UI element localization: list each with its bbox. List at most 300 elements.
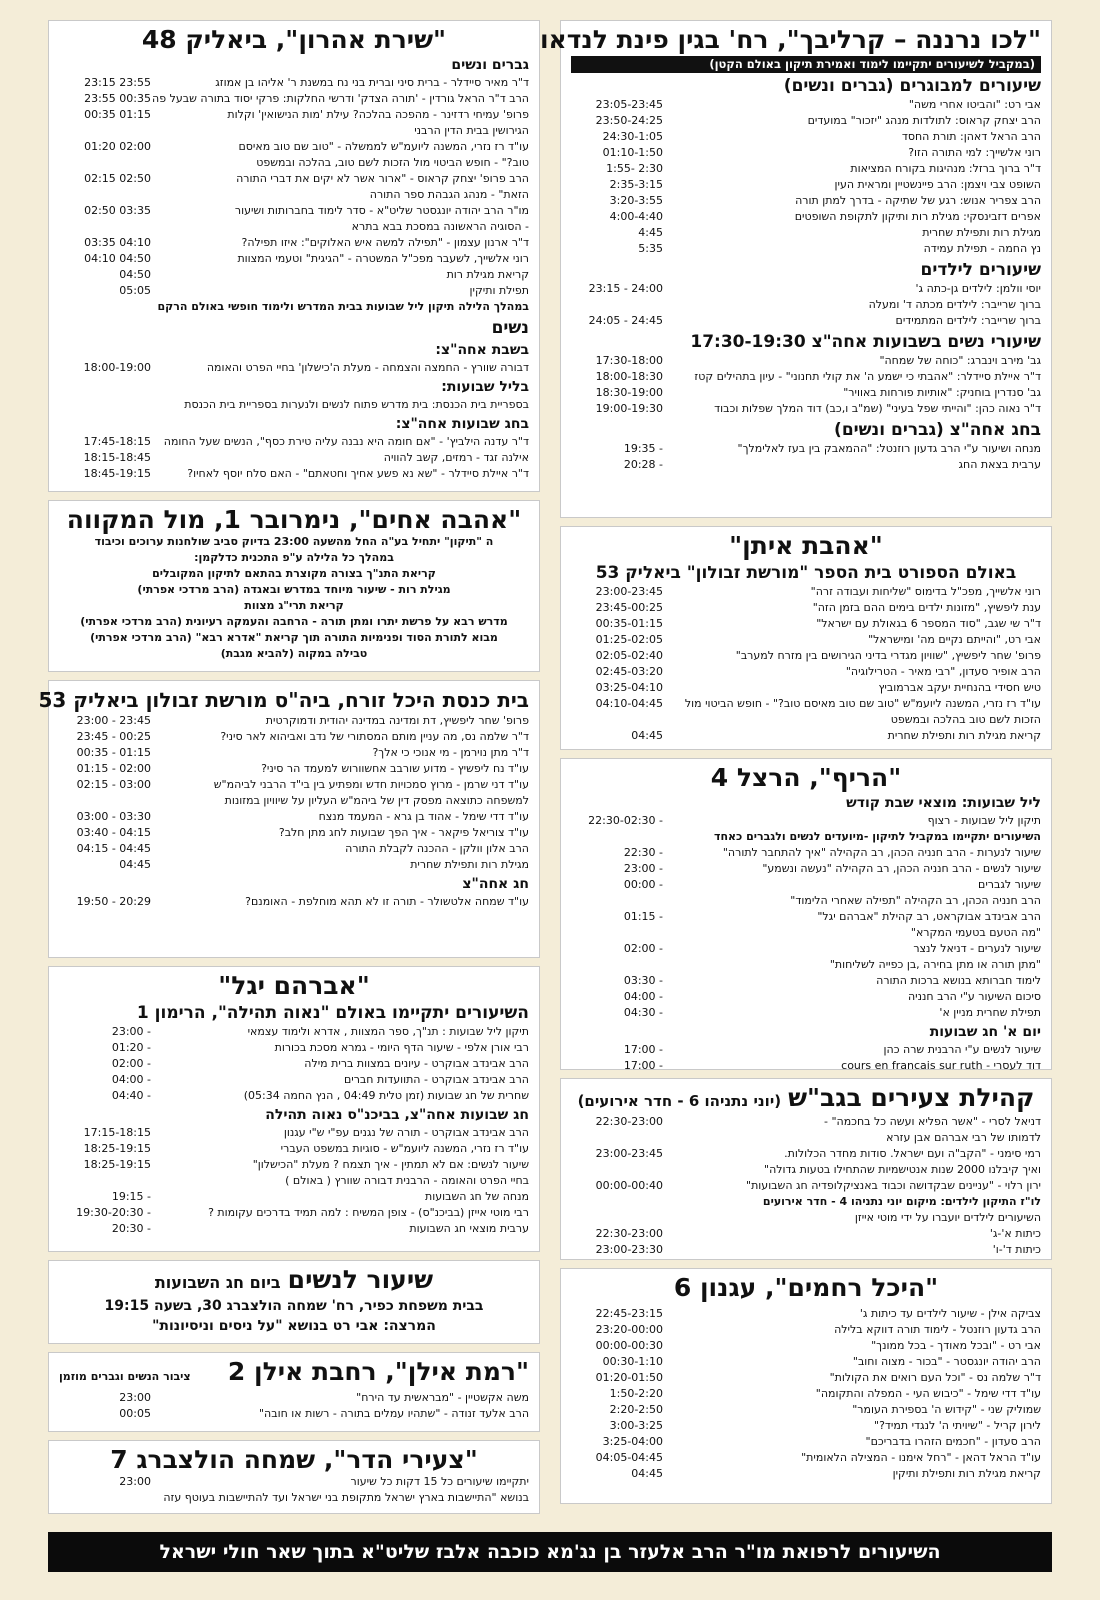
row-time: 01:20-01:50 — [595, 1371, 663, 1384]
row-text: ד"ר מתן נוירמן - מי אנוכי כי אלך? — [372, 746, 529, 759]
row-text: הרב הראל דאהן: תורת החסד — [901, 130, 1041, 143]
row-text: יתקיימו שיעורים כל 15 דקות כל שיעור — [350, 1475, 529, 1488]
row-text: תיקון ליל שבועות - רצוף — [927, 814, 1041, 827]
row-text: הרב יהודה יונגסטר - "בכור - מצוה וחוב" — [852, 1355, 1041, 1368]
avraham-subtitle: השיעורים יתקיימו באולם "נאוה תהילה", הרימון 1 — [136, 1003, 529, 1023]
row-text: ד"ר ברוך ברזל: מנהיגות בקורח המציאות — [850, 162, 1041, 175]
schedule-row — [59, 793, 529, 809]
row-time: 04:00 - — [623, 990, 663, 1003]
row-time — [571, 957, 663, 973]
row-text: רבי אורן אלפי - שיעור הדף היומי - גמרא מסכת בכורות — [274, 1041, 529, 1054]
row-time: 24:30-1:05 — [602, 130, 663, 143]
schedule-row — [571, 664, 1041, 680]
heichal-list — [571, 1306, 1041, 1482]
box-tzeirei-hadar — [48, 1440, 540, 1514]
schedule-row — [571, 877, 1041, 893]
row-text: עו"ד הראל דהאן - "רחל אימנו - המצילה הלאומית" — [801, 1451, 1041, 1464]
schedule-row — [571, 861, 1041, 877]
row-text: בחיי הפרט והאומה - הרבנית דבורה שוורץ ( באולם ) — [285, 1174, 529, 1187]
row-text: הרב חנניה הכהן, רב הקהילה "תפילה שאחרי הלימוד" — [790, 894, 1041, 907]
row-text: תפילת ותיקין — [469, 284, 529, 297]
ramat-title: "רמת אילן", רחבת אילן 2 — [227, 1357, 529, 1386]
row-time: 18:25-19:15 — [83, 1142, 151, 1155]
row-time: 22:30-23:00 — [595, 1115, 663, 1128]
row-text: עו"ד רז נזרי, המשנה ליועמ"ש לממשלה - "טוב שם טוב מאיסם — [238, 140, 529, 153]
schedule-row — [571, 129, 1041, 145]
schedule-row — [59, 434, 529, 450]
schedule-row — [59, 1189, 529, 1205]
women-lesson-line-1: בבית משפחת כפיר, רח' שמחה הולצברג 30, בשעה 19:15 — [104, 1298, 484, 1314]
row-text: "מתן תורה או מתן בחירה ,בן כפייה לשליחות" — [829, 958, 1041, 971]
row-time: 3:25-04:00 — [602, 1435, 663, 1448]
row-text: הרב אבינדב אבוקרט - עיונים במצוות ברית מילה — [304, 1057, 529, 1070]
schedule-row — [59, 466, 529, 482]
footer-dedication: השיעורים לרפואת מו"ר הרב אלעזר בן נג'מא כוכבה אלבז שליט"א בתוך שאר חולי ישראל — [48, 1532, 1052, 1572]
row-time: 23:00 — [119, 1391, 151, 1404]
row-time — [59, 1173, 151, 1189]
ramat-side-note: ציבור הנשים וגברים מוזמן — [59, 1370, 191, 1383]
row-time: 04:50 — [119, 268, 151, 281]
schedule-row — [571, 97, 1041, 113]
row-text: מו"ר הרב יהודה יונגסטר שליט"א - סדר לימוד בחברותות ושיעור — [234, 204, 529, 217]
schedule-row — [571, 313, 1041, 329]
avraham-holiday-heading: חג שבועות אחה"צ, בביכנ"ס נאוה תהילה — [265, 1107, 529, 1123]
schedule-row — [59, 894, 529, 910]
row-text: הרב אופיר סעדון, "רבי מאיר - הטרילוגיה" — [845, 665, 1041, 678]
schedule-row — [571, 1402, 1041, 1418]
schedule-row — [571, 1306, 1041, 1322]
schedule-row — [59, 171, 529, 187]
row-text: ד"ר עדנה הילביץ' - "אם חומה היא נבנה עליה טירת כסף", הנשים שעל החומה — [163, 435, 529, 448]
schedule-row — [571, 973, 1041, 989]
row-time: 3:00-3:25 — [609, 1419, 663, 1432]
tzeirim-kids-list — [571, 1226, 1041, 1258]
row-time — [571, 1130, 663, 1146]
row-text: פרופ' שחר ליפשיץ, "שוויון מגדרי בדיני הגירושים בין מזרח למערב" — [735, 649, 1041, 662]
row-text: השופט צבי ויצמן: הרב פיינשטיין ומראית העין — [834, 178, 1041, 191]
program-line: מבוא לתורת הסוד ופנימיות התורה תוך קריאת "אדרא רבא" (הרב מרדכי אפרתי) — [90, 631, 498, 644]
schedule-row — [571, 1114, 1041, 1130]
schedule-row — [59, 75, 529, 91]
lecha-title: "לכו נרננה – קרליבך", רח' בגין פינת לנדאו — [539, 25, 1041, 54]
schedule-row — [571, 696, 1041, 712]
row-text: ענת ליפשיץ, "מזונות ילדים בימים ההם בזמן הזה" — [812, 601, 1041, 614]
tzeirim-kids-line: לו"ז התיקון לילדים: מיקום יוני נתניהו 4 - חדר אירועים — [762, 1195, 1041, 1208]
row-time: 24:05 - 24:45 — [588, 314, 663, 327]
avraham-title: "אברהם יגל" — [218, 971, 370, 1000]
row-text: אבי רט, "והייתם נקיים מה' ומישראל" — [868, 633, 1041, 646]
schedule-row — [571, 893, 1041, 909]
row-text: רמי סימני - "הקב"ה ועם ישראל. סודות מחדר הכלולות. — [784, 1147, 1041, 1160]
row-time — [571, 1162, 663, 1178]
row-text: ברוך שרייבר: לילדים המתמידים — [895, 314, 1041, 327]
tzeirei-title: "צעירי הדר", שמחה הולצברג 7 — [110, 1445, 478, 1474]
schedule-row — [59, 139, 529, 155]
schedule-row — [571, 648, 1041, 664]
schedule-row — [571, 441, 1041, 457]
row-time: 23:00 - — [111, 1025, 151, 1038]
schedule-row — [59, 283, 529, 299]
row-text: עו"ד שמחה אלטשולר - תורה זו לא תהא מוחלפת - האומנם? — [245, 895, 529, 908]
row-text: שחרית של חג שבועות (זמן טלית 04:49 , הנץ החמה 05:34) — [243, 1089, 529, 1102]
ahavat-eitan-subtitle: באולם הספורט בית הספר "מורשת זבולון" ביאליק 53 — [595, 563, 1017, 583]
row-text: עו"ד דדי שימל - "כיבוש העי - המפלה והתקומה" — [815, 1387, 1041, 1400]
schedule-row — [59, 1173, 529, 1189]
row-text: הרב פרופ' יצחק קראוס - "ארור אשר לא יקים את דברי התורה — [236, 172, 529, 185]
row-text: שיעור לנשים ע"י הרבנית שרה כהן — [883, 1043, 1041, 1056]
row-time: 04:05-04:45 — [595, 1451, 663, 1464]
row-text: מגילת רות ותפילת שחרית — [922, 226, 1041, 239]
row-time: 01:15 - — [623, 910, 663, 923]
tzeirim-kids-note: השיעורים לילדים יועברו על ידי מוטי אייזן — [854, 1211, 1041, 1224]
schedule-row — [59, 155, 529, 171]
row-time: 23:00-23:45 — [595, 1147, 663, 1160]
shirat-shabbat-list — [59, 360, 529, 376]
row-text: ד"ר איילת סיידלר - "שא נא פשע אחיך וחטאתם" - האם סלח יוסף לאחיו? — [187, 467, 529, 480]
row-text: אפרים דזבינסקי: מגילת רות ותיקון לתקופת השופטים — [794, 210, 1041, 223]
row-time: 3:20-3:55 — [609, 194, 663, 207]
row-text: דבורה שוורץ - החמצה והצמחה - מעלת ה'כישלון' בחיי הפרט והאומה — [206, 361, 529, 374]
zoreach-holiday-list — [59, 894, 529, 910]
women-lesson-title-sub: ביום חג השבועות — [154, 1273, 281, 1292]
schedule-row — [571, 385, 1041, 401]
schedule-row — [571, 281, 1041, 297]
row-text: עו"ד דדי שימל - אהוד בן גרא - המעמד מנצח — [318, 810, 529, 823]
row-text: שיעור לנערים - דניאל לנצר — [913, 942, 1041, 955]
schedule-row — [571, 1434, 1041, 1450]
ahavat-eitan-list — [571, 584, 1041, 744]
row-text: הרב אלון וולקן - ההכנה לקבלת התורה — [345, 842, 529, 855]
schedule-row — [571, 1042, 1041, 1058]
schedule-row — [59, 857, 529, 873]
row-text: רבי מוטי אייזן (בביכנ"ס) - צופן המשיח : למה תמיד בדרכים עקומות ? — [208, 1206, 529, 1219]
box-heichal-zoreach — [38, 680, 540, 958]
row-time: 17:45-18:15 — [83, 435, 151, 448]
schedule-row — [59, 235, 529, 251]
schedule-row — [59, 1056, 529, 1072]
shirat-title: "שירת אהרון", ביאליק 48 — [141, 25, 447, 54]
row-time: 23:00 - 23:45 — [76, 714, 151, 727]
row-time: 03:40 - 04:15 — [76, 826, 151, 839]
row-text: הרב ד"ר הראל גורדין - 'תורה הצדק' ודרשי החלקות: פרקי יסוד בתורה שבעל פה — [152, 92, 529, 105]
row-time — [571, 925, 663, 941]
row-time: 02:00 - — [623, 942, 663, 955]
row-text: לימוד חברותא בנושא ברכות התורה — [876, 974, 1041, 987]
row-time: 18:00-19:00 — [83, 361, 151, 374]
row-time: 20:30 - — [111, 1222, 151, 1235]
row-time: 5:35 — [638, 242, 663, 255]
row-text: הרב יצחק קראוס: לתולדות מנהג "יזכור" במועדים — [807, 114, 1041, 127]
box-ramat-ilan — [48, 1352, 540, 1432]
schedule-row — [59, 713, 529, 729]
schedule-row — [571, 193, 1041, 209]
schedule-row — [571, 1466, 1041, 1482]
schedule-row — [571, 632, 1041, 648]
shirat-holiday-list — [59, 434, 529, 482]
lecha-banner: (במקביל לשיעורים יתקיימו לימוד ואמירת תיקון באולם הקטן) — [571, 56, 1041, 73]
row-time: 03:25-04:10 — [595, 681, 663, 694]
row-text: הרב סעדון - "חכמים הזהרו בדבריכם" — [865, 1435, 1041, 1448]
schedule-row — [571, 600, 1041, 616]
row-text: לדמותו של רבי אברהם אבן עזרא — [886, 1131, 1041, 1144]
avraham-holiday-list — [59, 1125, 529, 1237]
row-time: 05:05 — [119, 284, 151, 297]
tzeirim-title-sub: (יוני נתניהו 6 - חדר אירועים) — [577, 1092, 782, 1110]
harif-title: "הריף", הרצל 4 — [710, 763, 902, 792]
row-time: 03:00 - 03:30 — [76, 810, 151, 823]
row-time: 23:55 00:35 — [84, 92, 151, 105]
row-time: 02:50 03:35 — [84, 204, 151, 217]
row-text: מנחה ושיעור ע"י הרב גדעון רוזנטל: "ההמאבק בין בעז לאלימלך" — [737, 442, 1041, 455]
schedule-row — [571, 1338, 1041, 1354]
row-text: ד"ר איילת סיידלר: "אהבתי כי ישמע ה' את קולי תחנוני" - עיון בתהילים קטז — [694, 370, 1041, 383]
row-time: 18:30-19:00 — [595, 386, 663, 399]
row-time: 4:45 — [638, 226, 663, 239]
row-time: 22:30-02:30 - — [588, 814, 663, 827]
row-time: 00:30-1:10 — [602, 1355, 663, 1368]
row-time: 23:00-23:45 — [595, 585, 663, 598]
row-text: הרב אבינדב אבוקרט - תורה של נגנים עפ"י ש"י עגנון — [283, 1126, 529, 1139]
shirat-eve-heading: בליל שבועות: — [441, 379, 529, 395]
row-time — [59, 155, 151, 171]
row-text: ערבית בצאת החג — [958, 458, 1041, 471]
schedule-row — [571, 584, 1041, 600]
ahava-lines — [59, 566, 529, 662]
schedule-row — [571, 712, 1041, 728]
ramat-list — [59, 1390, 529, 1422]
row-text: "מה הטעם בטעמי המקרא" — [910, 926, 1041, 939]
schedule-row — [59, 1406, 529, 1422]
row-text: אבי רט - "ובכל מאודך - בכל ממונך" — [871, 1339, 1041, 1352]
program-line: מגילת רות - שיעור מיוחד במדרש ובאגדה (הרב מרדכי אפרתי) — [137, 583, 451, 596]
row-text: שיעור לנשים - הרב חנניה הכהן, רב הקהילה "נעשה ונשמע" — [762, 862, 1041, 875]
schedule-row — [571, 1058, 1041, 1074]
schedule-row — [571, 813, 1041, 829]
harif-list — [571, 845, 1041, 1021]
row-text: כיתות ד'-ו' — [992, 1243, 1041, 1256]
row-text: ד"ר שי שגב, "סוד המספר 6 בגאולת עם ישראל" — [816, 617, 1041, 630]
row-time: 17:00 - — [623, 1059, 663, 1072]
program-line: טבילה במקוה (להביא מגבת) — [220, 647, 368, 660]
row-time: 03:30 - — [623, 974, 663, 987]
row-time: 17:15-18:15 — [83, 1126, 151, 1139]
schedule-row — [59, 251, 529, 267]
row-time: 04:45 — [631, 1467, 663, 1480]
row-time: 04:40 - — [111, 1089, 151, 1102]
heichal-title: "היכל רחמים", עגנון 6 — [673, 1273, 939, 1302]
row-text: עו"ד רז נזרי, המשנה ליועמ"ש - סוגיות במשפט העברי — [280, 1142, 529, 1155]
zoreach-title: בית כנסת היכל זורח, ביה"ס מורשת זבולון ביאליק 53 — [38, 688, 529, 712]
schedule-row — [571, 845, 1041, 861]
schedule-row — [59, 91, 529, 107]
row-time: 04:45 — [119, 858, 151, 871]
box-avraham-yagel — [48, 966, 540, 1252]
row-time: 1:55- 2:30 — [606, 162, 663, 175]
schedule-row — [59, 1390, 529, 1406]
row-time: 1:50-2:20 — [609, 1387, 663, 1400]
schedule-row — [571, 1162, 1041, 1178]
row-time: 22:45-23:15 — [595, 1307, 663, 1320]
row-time: 22:30-23:00 — [595, 1227, 663, 1240]
harif-day-list — [571, 1042, 1041, 1074]
row-time: 04:15 - 04:45 — [76, 842, 151, 855]
row-text: שיעור לנשים: אם לא תמתין - איך תצמח ? מעלת "הכישלון" — [252, 1158, 529, 1171]
row-time: 04:00 - — [111, 1073, 151, 1086]
schedule-row — [571, 1418, 1041, 1434]
shirat-men-women: גברים ונשים — [451, 57, 529, 73]
shirat-holiday-heading: בחג שבועות אחה"צ: — [395, 416, 529, 432]
tzeirim-list — [571, 1114, 1041, 1194]
row-time: 19:30-20:30 - — [76, 1206, 151, 1219]
box-lecha-neranena — [539, 20, 1052, 518]
schedule-row — [571, 113, 1041, 129]
ramat-header — [59, 1359, 529, 1386]
schedule-row — [571, 1322, 1041, 1338]
row-time — [571, 297, 663, 313]
schedule-row — [59, 1205, 529, 1221]
row-time: 23:50-24:25 — [595, 114, 663, 127]
schedule-row — [571, 941, 1041, 957]
row-time: 18:00-18:30 — [595, 370, 663, 383]
row-text: למשפחה כתוצאה מפסק דין של ביהמ"ש העליון על שיוויון במזונות — [224, 794, 529, 807]
row-text: תפילת שחרית מניין א' — [939, 1006, 1041, 1019]
row-time: 23:00 - — [623, 862, 663, 875]
row-text: מגילת רות ותפילת שחרית — [410, 858, 529, 871]
shirat-shabbat-heading: בשבת אחה"צ: — [435, 342, 529, 358]
row-time: 18:15-18:45 — [83, 451, 151, 464]
row-time: 19:50 - 20:29 — [76, 895, 151, 908]
schedule-row — [59, 267, 529, 283]
row-text: עו"ד צוריאל פיקאר - איך הפך שבועות לחג מתן חלב? — [278, 826, 529, 839]
row-time: 19:35 - — [623, 442, 663, 455]
row-text: הגירושין בבית הדין הרבני — [414, 124, 529, 137]
row-text: שיעור לגברים — [978, 878, 1041, 891]
program-line: קריאת תרי"ג מצוות — [244, 599, 344, 612]
row-time: 18:25-19:15 — [83, 1158, 151, 1171]
schedule-row — [571, 909, 1041, 925]
lecha-kids-list — [571, 281, 1041, 329]
schedule-row — [59, 1125, 529, 1141]
schedule-row — [59, 360, 529, 376]
row-time: 04:45 — [631, 729, 663, 742]
schedule-row — [59, 809, 529, 825]
lecha-women-heading: שיעורי נשים בשבועות אחה"צ 17:30-19:30 — [690, 332, 1041, 352]
avraham-list — [59, 1024, 529, 1104]
schedule-row — [571, 680, 1041, 696]
row-time: 17:30-18:00 — [595, 354, 663, 367]
row-time: 00:35 - 01:15 — [76, 746, 151, 759]
row-time — [59, 1490, 151, 1506]
row-text: ד"ר שלמה נס - "וכל העם רואים את הקולות" — [829, 1371, 1041, 1384]
row-time: 20:28 - — [623, 458, 663, 471]
schedule-row — [571, 925, 1041, 941]
lecha-holiday-list — [571, 441, 1041, 473]
box-heichal-rachamim — [560, 1268, 1052, 1504]
schedule-row — [571, 1450, 1041, 1466]
schedule-row — [59, 1490, 529, 1506]
row-time: 02:00 - — [111, 1057, 151, 1070]
lecha-holiday-heading: בחג אחה"צ (גברים ונשים) — [834, 420, 1041, 440]
row-text: אילנה זגד - רמזים, קשב להוויה — [383, 451, 529, 464]
row-text: שמוליק שני - "קידוש ה' בספירת העומר" — [852, 1403, 1041, 1416]
row-text: פרופ' עמיחי רדזינר - מהפכה בהלכה? עילת 'מות הנישואין' וקלות — [227, 108, 529, 121]
box-tzeirim — [560, 1078, 1052, 1260]
row-text: קריאת מגילת רות — [446, 268, 529, 281]
program-line: קריאת התנ"ך בצורה מקוצרת בהתאם לתיקון המקובלים — [152, 567, 436, 580]
row-time — [59, 793, 151, 809]
row-time: 02:45-03:20 — [595, 665, 663, 678]
schedule-row — [571, 1370, 1041, 1386]
row-time: 23:15 - 24:00 — [588, 282, 663, 295]
row-text: גב' סנדרין בוחניק: "אותיות פורחות באוויר" — [843, 386, 1041, 399]
women-lesson-title: שיעור לנשים ביום חג השבועות — [154, 1265, 434, 1294]
harif-parallel-note: השיעורים יתקיימו במקביל לתיקון -מיועדים לנשים ולגברים כאחד — [713, 830, 1041, 843]
row-text: קריאת מגילת רות ותפילת שחרית — [887, 729, 1041, 742]
ahava-title: "אהבה אחים", נימרובר 1, מול המקווה — [66, 505, 522, 534]
schedule-row — [59, 825, 529, 841]
row-time — [59, 219, 151, 235]
left-column — [38, 20, 540, 1522]
row-time — [59, 187, 151, 203]
schedule-row — [571, 161, 1041, 177]
schedule-row — [59, 1221, 529, 1237]
row-text: ד"ר נאוה כהן: "והייתי שפל בעיני" (שמ"ב ו,כב) דוד המלך שפלות וכבוד — [714, 402, 1041, 415]
schedule-row — [59, 745, 529, 761]
row-text: סיכום השיעור ע"י הרב חנניה — [907, 990, 1041, 1003]
schedule-row — [59, 187, 529, 203]
schedule-row — [571, 177, 1041, 193]
row-time: 23:00 — [119, 1475, 151, 1488]
schedule-row — [571, 957, 1041, 973]
right-column — [539, 20, 1052, 1512]
schedule-row — [59, 107, 529, 123]
schedule-row — [571, 1242, 1041, 1258]
row-time — [571, 712, 663, 728]
schedule-row — [59, 203, 529, 219]
schedule-row — [59, 123, 529, 139]
schedule-row — [59, 841, 529, 857]
row-text: עו"ד רז נזרי, המשנה ליועמ"ש "טוב שם טוב מאיסם טוב?" - חופש הביטוי מול — [684, 697, 1041, 710]
row-time: 04:10 04:50 — [84, 252, 151, 265]
schedule-row — [59, 1088, 529, 1104]
harif-intro: ליל שבועות: מוצאי שבת קודש — [846, 795, 1041, 811]
schedule-row — [571, 989, 1041, 1005]
box-shirat-aharon — [48, 20, 540, 492]
schedule-row — [571, 225, 1041, 241]
row-time — [59, 123, 151, 139]
row-time: 00:00 - — [623, 878, 663, 891]
row-time: 00:05 — [119, 1407, 151, 1420]
schedule-row — [59, 1040, 529, 1056]
program-line: מדרש רבא על פרשת יתרו ומתן תורה - הרחבה והעמקה רעיונית (הרב מרדכי אפרתי) — [80, 615, 508, 628]
schedule-row — [571, 297, 1041, 313]
row-time: 23:45-00:25 — [595, 601, 663, 614]
zoreach-holiday-heading: חג אחה"צ — [462, 876, 529, 892]
schedule-row — [59, 1474, 529, 1490]
schedule-row — [571, 1226, 1041, 1242]
row-text: פרופ' שחר ליפשיץ, דת ומדינה במדינה יהודית ודמוקרטית — [265, 714, 529, 727]
row-text: רוני אלשייך, מפכ"ל בדימוס "שליחות ועבודה זרה" — [810, 585, 1041, 598]
harif-day-heading: יום א' חג שבועות — [929, 1024, 1041, 1040]
row-text: עו"ד נח ליפשיץ - מדוע שורבב אחשוורוש למעמד הר סיני? — [261, 762, 529, 775]
schedule-row — [59, 1141, 529, 1157]
box-ahavat-eitan — [560, 526, 1052, 750]
row-time: 04:10-04:45 — [595, 697, 663, 710]
row-text: טוב?" - חופש הביטוי מול הזכות לשם טוב, בהלכה ובמשפט — [256, 156, 529, 169]
row-text: ד"ר מאיר סיידלר - ברית סיני וברית בני נח במשנת ר' אליהו בן אמוזג — [215, 76, 529, 89]
row-time: 23:05-23:45 — [595, 98, 663, 111]
row-text: מנחה של חג השבועות — [425, 1190, 529, 1203]
